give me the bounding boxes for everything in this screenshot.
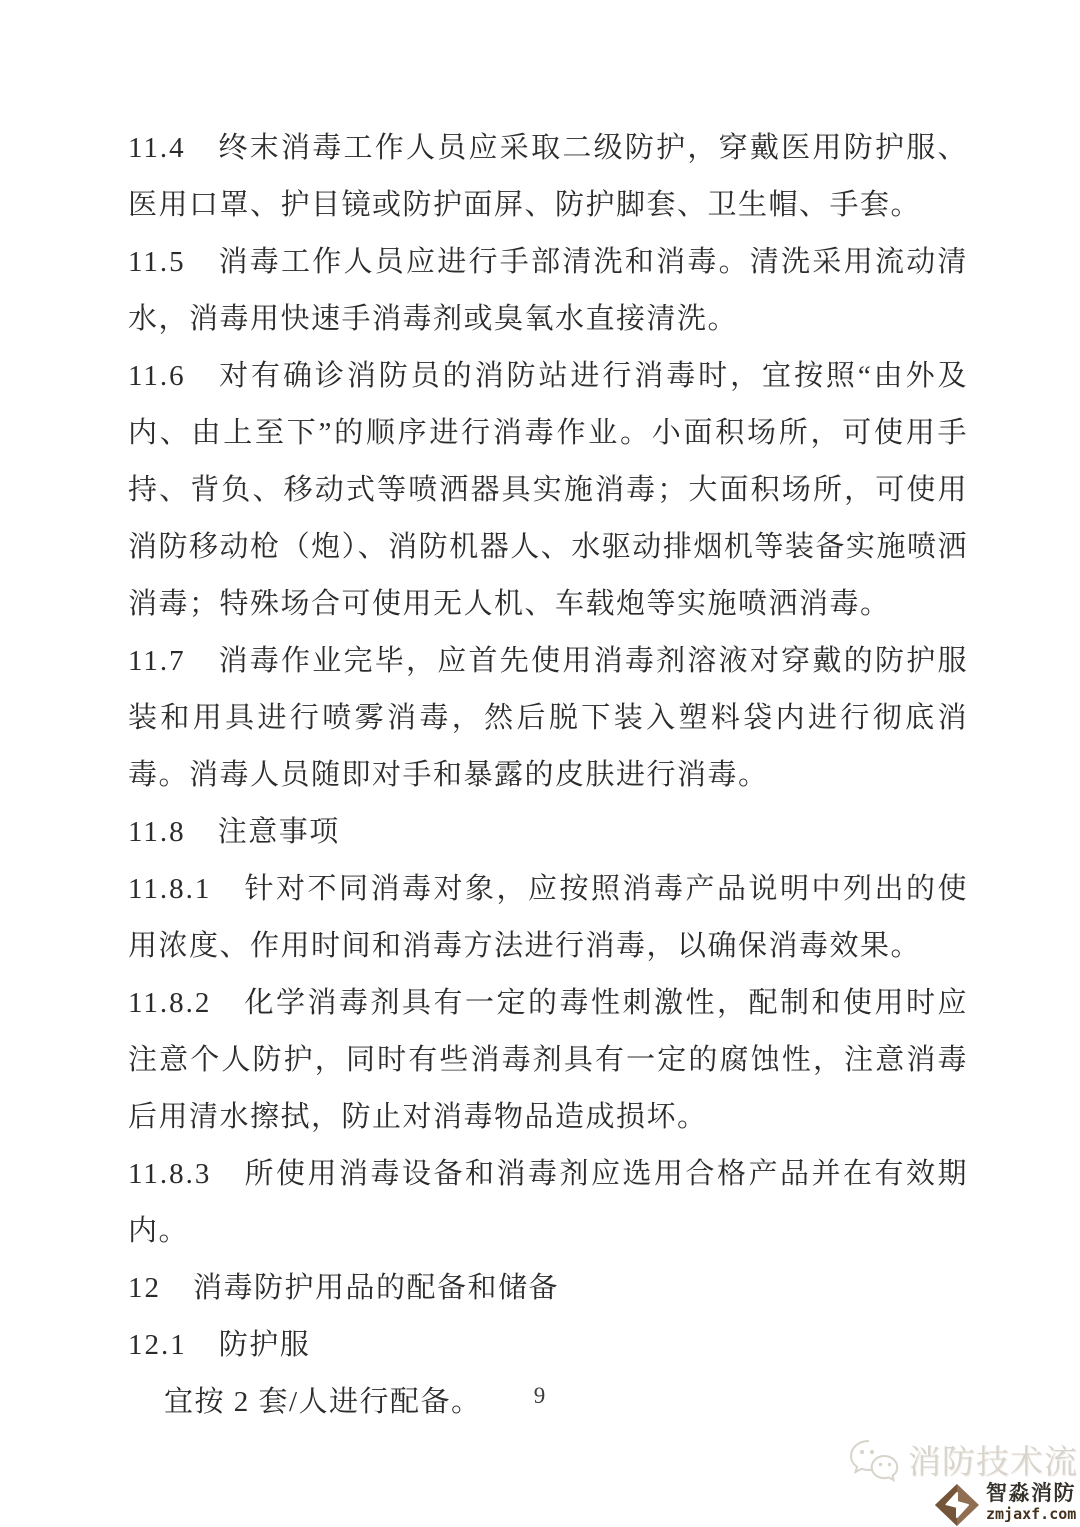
section-text: 消毒作业完毕，应首先使用消毒剂溶液对穿戴的防护服装和用具进行喷雾消毒，然后脱下装入塑料袋内进行彻底消毒。消毒人员随即对手和暴露的皮肤进行消毒。 [128, 645, 968, 791]
document-body [128, 120, 968, 1431]
section-text: 消毒防护用品的配备和储备 [193, 1272, 560, 1304]
section-number: 11.4 [128, 132, 186, 164]
page-number: 9 [533, 1383, 547, 1408]
section-number: 11.8.1 [128, 873, 212, 905]
paragraph [128, 1317, 968, 1374]
paragraph [128, 348, 968, 633]
brand-text [986, 1483, 1076, 1522]
paragraph [128, 804, 968, 861]
section-text: 宜按 2 套/人进行配备。 [164, 1386, 482, 1418]
paragraph [128, 1260, 968, 1317]
section-text: 消毒工作人员应进行手部清洗和消毒。清洗采用流动清水，消毒用快速手消毒剂或臭氧水直接清洗。 [128, 246, 968, 335]
paragraph [128, 633, 968, 804]
paragraph [128, 120, 968, 234]
section-number: 11.8.2 [128, 987, 212, 1019]
paragraph [128, 1146, 968, 1260]
brand-name: 智淼消防 [986, 1482, 1076, 1505]
brand-logo [933, 1483, 1076, 1527]
paragraph [128, 861, 968, 975]
wechat-watermark [848, 1436, 1078, 1483]
brand-site: zmjaxf.com [986, 1505, 1077, 1523]
wechat-icon [848, 1437, 900, 1483]
section-text: 防护服 [218, 1329, 311, 1361]
section-number: 11.8.3 [128, 1158, 212, 1190]
zhimiao-diamond-icon [933, 1483, 981, 1527]
section-text: 化学消毒剂具有一定的毒性刺激性，配制和使用时应注意个人防护，同时有些消毒剂具有一定的腐蚀性，注意消毒后用清水擦拭，防止对消毒物品造成损坏。 [128, 987, 968, 1133]
section-number: 11.7 [128, 645, 186, 677]
paragraph [128, 234, 968, 348]
section-text: 针对不同消毒对象，应按照消毒产品说明中列出的使用浓度、作用时间和消毒方法进行消毒，以确保消毒效果。 [128, 873, 968, 962]
paragraph [128, 975, 968, 1146]
section-text: 所使用消毒设备和消毒剂应选用合格产品并在有效期内。 [128, 1158, 968, 1247]
section-text: 对有确诊消防员的消防站进行消毒时，宜按照“由外及内、由上至下”的顺序进行消毒作业。小面积场所，可使用手持、背负、移动式等喷洒器具实施消毒；大面积场所，可使用消防移动枪（炮）、消防机器人、水驱动排烟机等装备实施喷洒消毒；特殊场合可使用无人机、车载炮等实施喷洒消毒。 [128, 360, 968, 620]
section-number: 11.8 [128, 816, 186, 848]
watermark-label: 消防技术流 [908, 1443, 1078, 1480]
section-number: 12 [128, 1272, 161, 1304]
section-text: 注意事项 [217, 816, 340, 848]
section-number: 11.5 [128, 246, 186, 278]
section-number: 12.1 [128, 1329, 187, 1361]
section-text: 终末消毒工作人员应采取二级防护，穿戴医用防护服、医用口罩、护目镜或防护面屏、防护脚套、卫生帽、手套。 [128, 132, 968, 221]
section-number: 11.6 [128, 360, 186, 392]
